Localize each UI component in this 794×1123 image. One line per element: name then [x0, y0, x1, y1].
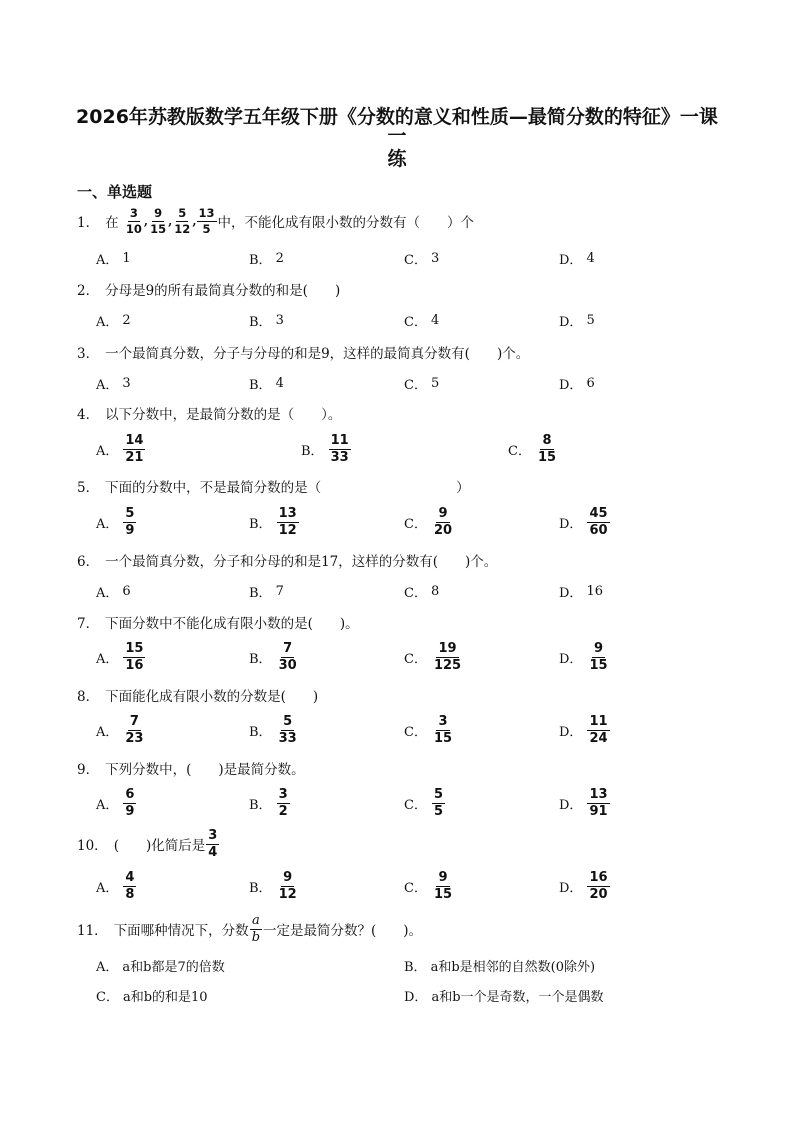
document-title-line-1: 2026年苏教版数学五年级下册《分数的意义和性质—最简分数的特征》一课一: [76, 106, 718, 147]
option-d[interactable]: [559, 505, 611, 539]
numerator: 16: [589, 869, 608, 885]
question-6: [77, 545, 497, 575]
option-letter: C．: [96, 989, 119, 1005]
document-title-line-2: 练: [387, 148, 407, 170]
fraction: [329, 434, 351, 464]
fraction: [432, 642, 463, 672]
question-11: [77, 914, 422, 944]
fraction: [277, 871, 299, 901]
option-letter: B．: [301, 443, 324, 459]
numerator: 3: [208, 827, 218, 843]
numerator: 9: [593, 640, 603, 656]
option-letter: B．: [249, 724, 272, 740]
denominator: 21: [125, 449, 144, 465]
separator: ,: [192, 214, 197, 228]
question-10: [77, 829, 220, 859]
option-d[interactable]: [559, 574, 603, 608]
option-letter: B．: [249, 880, 272, 896]
numerator: 13: [278, 505, 297, 521]
question-number: 3．: [77, 346, 100, 362]
option-b[interactable]: [249, 713, 300, 747]
fraction: [277, 788, 290, 818]
option-letter: A．: [96, 651, 119, 667]
question-number: 1．: [77, 215, 100, 231]
fraction: [123, 507, 136, 537]
fraction: [587, 788, 609, 818]
denominator: 5: [202, 221, 211, 236]
option-value: 5: [586, 312, 595, 328]
denominator: 15: [433, 886, 453, 902]
section-heading: 一、单选题: [77, 183, 153, 201]
numerator: 19: [438, 640, 457, 656]
numerator: 13: [589, 786, 608, 802]
numerator: 7: [283, 640, 293, 656]
denominator: 23: [125, 730, 144, 746]
numerator: 14: [125, 432, 144, 448]
option-c[interactable]: [404, 241, 439, 275]
option-letter: D．: [559, 516, 583, 532]
option-d[interactable]: [559, 303, 595, 337]
numerator: 6: [125, 786, 135, 802]
option-b[interactable]: [249, 366, 284, 400]
denominator: 33: [330, 449, 349, 465]
option-letter: A．: [96, 959, 119, 975]
denominator: 8: [125, 886, 135, 902]
option-c[interactable]: [404, 366, 439, 400]
question-text: 下列分数中，( )是最简分数。: [105, 762, 305, 778]
option-letter: D．: [559, 314, 583, 330]
option-a[interactable]: [96, 948, 225, 982]
option-value: 2: [122, 312, 131, 328]
fraction: [250, 914, 262, 944]
fraction: [277, 642, 299, 672]
fraction: [123, 715, 145, 745]
fraction: [123, 642, 145, 672]
denominator: 15: [433, 730, 453, 746]
option-letter: A．: [96, 314, 119, 330]
option-a[interactable]: [96, 640, 146, 674]
option-value: a和b一个是奇数，一个是偶数: [431, 989, 604, 1005]
numerator: 11: [589, 713, 608, 729]
numerator: 3: [278, 786, 288, 802]
option-b[interactable]: [249, 303, 284, 337]
option-value: 6: [586, 375, 595, 391]
denominator: 30: [278, 657, 297, 673]
fraction: [197, 207, 217, 234]
question-text: 下面能化成有限小数的分数是( ): [105, 689, 319, 705]
denominator: 12: [174, 221, 191, 236]
fraction: [587, 642, 609, 672]
separator: ,: [143, 214, 149, 228]
question-text: 一定是最简分数？( )。: [263, 923, 423, 939]
question-number: 7．: [77, 616, 100, 632]
option-c[interactable]: [404, 869, 455, 903]
denominator: b: [251, 929, 261, 945]
option-letter: D．: [559, 724, 583, 740]
numerator: 45: [589, 505, 608, 521]
option-letter: B．: [249, 797, 272, 813]
option-d[interactable]: [559, 786, 611, 820]
option-b[interactable]: [404, 948, 595, 982]
option-letter: A．: [96, 880, 119, 896]
question-text: ( )化简后是: [113, 838, 206, 854]
option-value: 3: [275, 312, 284, 328]
denominator: 15: [537, 449, 557, 465]
denominator: 91: [589, 803, 608, 819]
option-letter: C．: [404, 314, 427, 330]
option-b[interactable]: [249, 786, 291, 820]
option-letter: C．: [508, 443, 531, 459]
fraction: [277, 507, 299, 537]
numerator: 13: [198, 206, 215, 221]
fraction: [148, 207, 168, 234]
fraction: [587, 871, 609, 901]
fraction: [536, 434, 558, 464]
denominator: 24: [589, 730, 608, 746]
question-text: 中，不能化成有限小数的分数有（ ）个: [217, 215, 475, 231]
option-c[interactable]: [508, 432, 559, 466]
option-b[interactable]: [249, 869, 300, 903]
option-d[interactable]: [559, 640, 611, 674]
option-d[interactable]: [404, 978, 604, 1012]
option-b[interactable]: [301, 432, 352, 466]
option-letter: B．: [249, 651, 272, 667]
option-letter: B．: [249, 252, 272, 268]
fraction: [123, 871, 136, 901]
option-letter: C．: [404, 724, 427, 740]
denominator: 9: [125, 803, 135, 819]
numerator: 5: [283, 713, 293, 729]
fraction: [172, 207, 192, 234]
numerator: 9: [438, 869, 448, 885]
numerator: 5: [178, 206, 187, 221]
option-letter: A．: [96, 443, 119, 459]
option-letter: A．: [96, 252, 119, 268]
option-letter: B．: [404, 959, 427, 975]
question-number: 11．: [77, 923, 108, 939]
denominator: 125: [433, 657, 462, 673]
denominator: 10: [125, 221, 142, 236]
option-a[interactable]: [96, 574, 131, 608]
option-letter: C．: [404, 797, 427, 813]
option-a[interactable]: [96, 505, 137, 539]
option-letter: A．: [96, 377, 119, 393]
option-value: 7: [275, 583, 284, 599]
option-letter: B．: [249, 516, 272, 532]
question-1: [77, 206, 474, 236]
question-text: 一个最简真分数，分子和分母的和是17，这样的分数有( )个。: [105, 554, 498, 570]
option-d[interactable]: [559, 713, 611, 747]
fraction: [123, 434, 145, 464]
option-a[interactable]: [96, 869, 137, 903]
option-value: 5: [430, 375, 440, 391]
denominator: 9: [125, 522, 135, 538]
option-value: 3: [430, 250, 440, 266]
denominator: 4: [208, 844, 218, 860]
option-value: 2: [275, 250, 284, 266]
numerator: 7: [129, 713, 139, 729]
option-a[interactable]: [96, 303, 131, 337]
question-3: [77, 337, 529, 367]
option-c[interactable]: [404, 505, 455, 539]
numerator: 9: [154, 206, 163, 221]
fraction: [432, 871, 454, 901]
fraction: [587, 507, 609, 537]
option-letter: B．: [249, 585, 272, 601]
option-c[interactable]: [404, 786, 446, 820]
option-c[interactable]: [96, 978, 208, 1012]
option-letter: C．: [404, 516, 427, 532]
option-value: 16: [586, 583, 603, 599]
numerator: 9: [438, 505, 448, 521]
question-number: 8．: [77, 689, 100, 705]
option-letter: A．: [96, 797, 119, 813]
option-letter: D．: [559, 880, 583, 896]
option-letter: C．: [404, 585, 427, 601]
separator: ,: [168, 214, 173, 228]
option-letter: A．: [96, 516, 119, 532]
denominator: 33: [278, 730, 297, 746]
option-c[interactable]: [404, 640, 464, 674]
question-number: 4．: [77, 407, 100, 423]
option-value: 4: [430, 312, 440, 328]
option-letter: D．: [404, 989, 428, 1005]
option-letter: C．: [404, 252, 427, 268]
fraction: [206, 829, 219, 859]
option-b[interactable]: [249, 640, 300, 674]
question-8: [77, 680, 318, 710]
denominator: 16: [125, 657, 144, 673]
numerator: 9: [283, 869, 293, 885]
fraction: [124, 207, 144, 234]
option-value: a和b是相邻的自然数(0除外): [430, 959, 596, 975]
numerator: 5: [125, 505, 135, 521]
question-text: 分母是9的所有最简真分数的和是( ): [105, 283, 341, 299]
numerator: 15: [125, 640, 144, 656]
denominator: 2: [278, 803, 288, 819]
option-letter: C．: [404, 651, 427, 667]
fraction: [432, 507, 454, 537]
question-5: [77, 471, 470, 501]
option-d[interactable]: [559, 366, 595, 400]
question-text: 以下分数中，是最简分数的是（ ）。: [105, 407, 342, 423]
numerator: 5: [433, 786, 443, 802]
question-text: 下面哪种情况下，分数: [113, 923, 249, 939]
numerator: 11: [330, 432, 349, 448]
numerator: 3: [129, 206, 138, 221]
question-text: 下面分数中不能化成有限小数的是( )。: [105, 616, 359, 632]
option-letter: D．: [559, 585, 583, 601]
option-value: 6: [122, 583, 131, 599]
option-value: a和b都是7的倍数: [122, 959, 225, 975]
option-letter: D．: [559, 377, 583, 393]
option-letter: D．: [559, 797, 583, 813]
denominator: 15: [150, 221, 167, 236]
question-number: 2．: [77, 283, 100, 299]
option-letter: D．: [559, 252, 583, 268]
option-letter: D．: [559, 651, 583, 667]
question-number: 9．: [77, 762, 100, 778]
option-value: a和b的和是10: [122, 989, 208, 1005]
option-letter: A．: [96, 585, 119, 601]
option-c[interactable]: [404, 303, 439, 337]
option-value: 4: [586, 250, 595, 266]
option-value: 8: [430, 583, 440, 599]
option-letter: C．: [404, 377, 427, 393]
numerator: 8: [542, 432, 552, 448]
question-number: 6．: [77, 554, 100, 570]
option-b[interactable]: [249, 505, 300, 539]
numerator: 3: [438, 713, 448, 729]
fraction: [123, 788, 136, 818]
question-text: 在: [105, 215, 119, 231]
option-d[interactable]: [559, 869, 611, 903]
option-a[interactable]: [96, 241, 131, 275]
option-a[interactable]: [96, 786, 137, 820]
option-b[interactable]: [249, 574, 284, 608]
fraction: [277, 715, 299, 745]
question-text: 一个最简真分数，分子与分母的和是9，这样的最简真分数有( )个。: [105, 346, 530, 362]
fraction: [432, 788, 445, 818]
option-d[interactable]: [559, 241, 595, 275]
option-c[interactable]: [404, 574, 439, 608]
question-9: [77, 753, 305, 783]
option-value: 1: [122, 250, 131, 266]
option-b[interactable]: [249, 241, 284, 275]
option-value: 4: [275, 375, 284, 391]
fraction: [587, 715, 609, 745]
numerator: a: [251, 912, 260, 928]
denominator: 15: [589, 657, 608, 673]
denominator: 12: [278, 522, 297, 538]
denominator: 5: [433, 803, 443, 819]
option-letter: A．: [96, 724, 119, 740]
fraction: [432, 715, 454, 745]
question-text: 下面的分数中，不是最简分数的是（ ）: [105, 480, 470, 496]
denominator: 20: [433, 522, 453, 538]
option-letter: B．: [249, 314, 272, 330]
option-a[interactable]: [96, 432, 146, 466]
denominator: 60: [589, 522, 608, 538]
option-a[interactable]: [96, 366, 131, 400]
question-4: [77, 398, 341, 428]
option-letter: C．: [404, 880, 427, 896]
option-letter: B．: [249, 377, 272, 393]
denominator: 12: [278, 886, 297, 902]
question-number: 5．: [77, 480, 100, 496]
question-2: [77, 274, 340, 304]
question-number: 10．: [77, 838, 108, 854]
denominator: 20: [589, 886, 608, 902]
option-value: 3: [122, 375, 131, 391]
option-a[interactable]: [96, 713, 146, 747]
option-c[interactable]: [404, 713, 455, 747]
numerator: 4: [125, 869, 135, 885]
question-7: [77, 607, 359, 637]
